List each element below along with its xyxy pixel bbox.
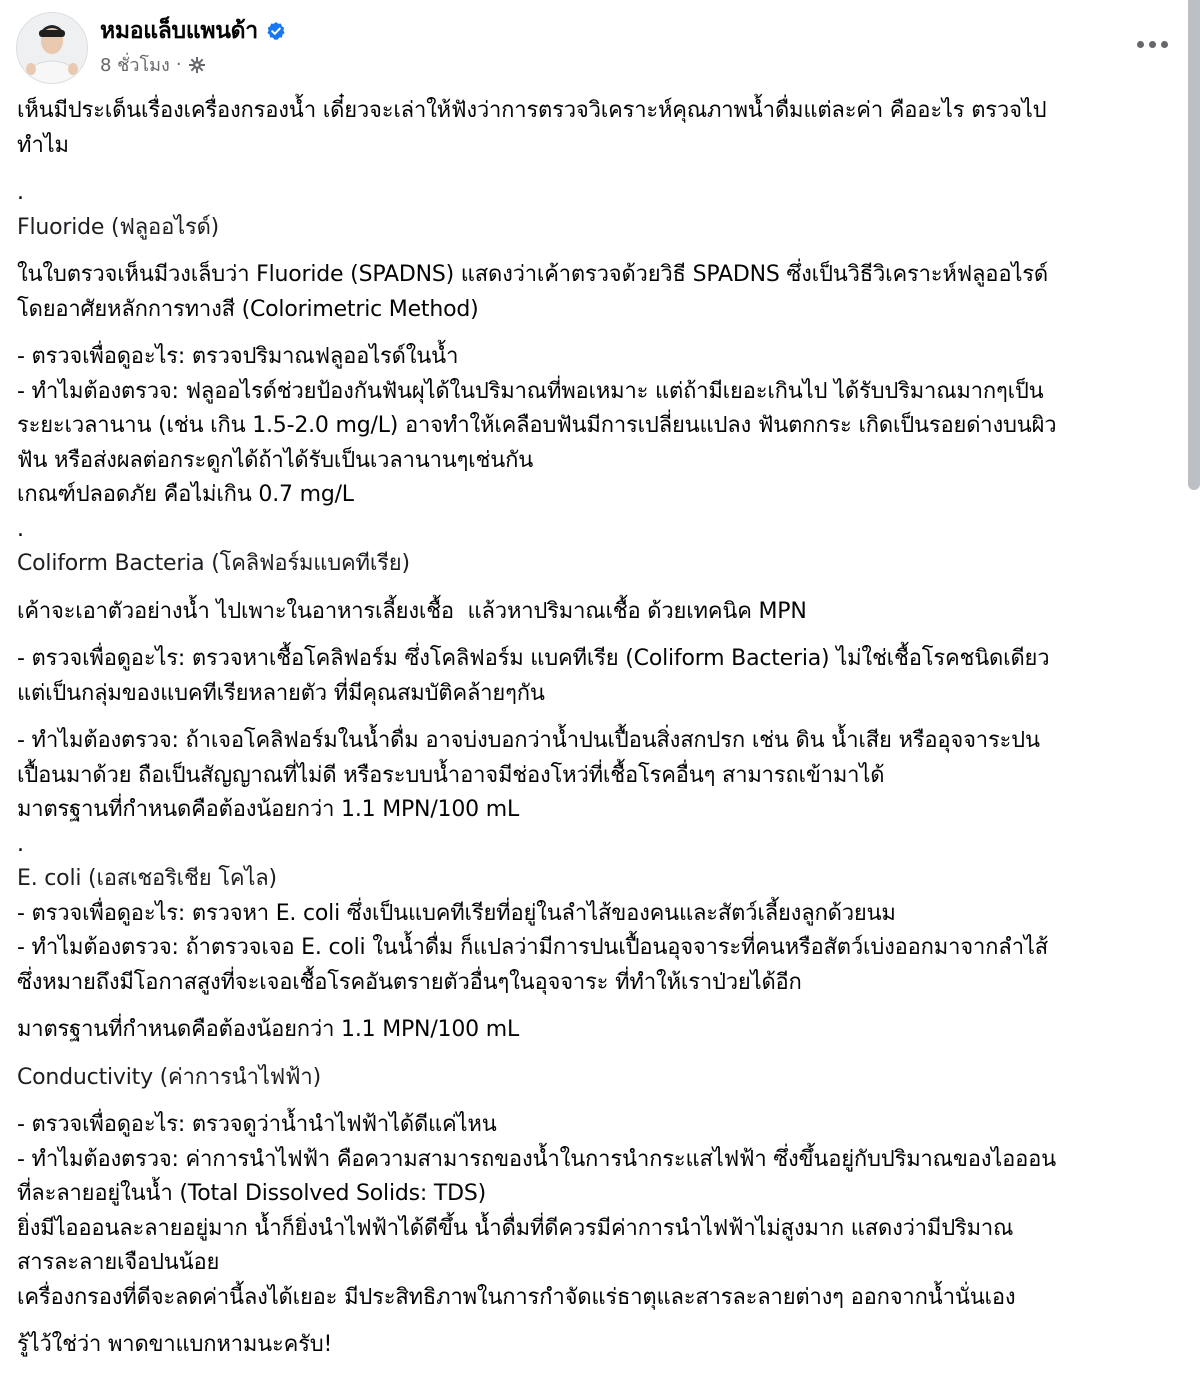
conductivity-why: ยิ่งมีไอออนละลายอยู่มาก น้ำก็ยิ่งนำไฟฟ้าได้ดีขึ้น น้ำดื่มที่ดีควรมีค่าการนำไฟฟ้าไม่สูงมาก แสดงว่ามีปริมาณ — [17, 1215, 1014, 1241]
fluoride-why: ฟัน หรือส่งผลต่อกระดูกได้ถ้าได้รับเป็นเวลานานๆเช่นกัน — [17, 447, 534, 473]
fluoride-desc: ในใบตรวจเห็นมีวงเล็บว่า Fluoride (SPADNS) แสดงว่าเค้าตรวจด้วยวิธี SPADNS ซึ่งเป็นวิธีวิเคราะห์ฟลูออไรด์ — [17, 262, 1048, 287]
fluoride-what: - ตรวจเพื่อดูอะไร: ตรวจปริมาณฟลูออไรด์ในน้ำ — [17, 344, 459, 369]
coliform-standard: มาตรฐานที่กำหนดคือต้องน้อยกว่า 1.1 MPN/100 mL — [17, 797, 519, 822]
coliform-why: เปื้อนมาด้วย ถือเป็นสัญญาณที่ไม่ดี หรือระบบน้ำอาจมีช่องโหว่ที่เชื้อโรคอื่นๆ สามารถเข้ามาได้ — [17, 762, 885, 788]
post-timestamp[interactable]: 8 ชั่วโมง — [100, 55, 170, 76]
globe-icon[interactable] — [188, 56, 206, 74]
intro-line: ทำไม — [17, 132, 69, 158]
coliform-what: - ตรวจเพื่อดูอะไร: ตรวจหาเชื้อโคลิฟอร์ม ซึ่งโคลิฟอร์ม แบคทีเรีย (Coliform Bacteria) ไม่ใช่เชื้อโรคชนิดเดียว — [17, 646, 1050, 671]
ecoli-what: - ตรวจเพื่อดูอะไร: ตรวจหา E. coli ซึ่งเป็นแบคทีเรียที่อยู่ในลำไส้ของคนและสัตว์เลี้ยงลูกด้วยนม — [17, 900, 896, 926]
fluoride-why: - ทำไมต้องตรวจ: ฟลูออไรด์ช่วยป้องกันฟันผุได้ในปริมาณที่พอเหมาะ แต่ถ้ามีเยอะเกินไป ได้รับปริมาณมากๆเป็น — [17, 378, 1044, 404]
fluoride-heading: Fluoride (ฟลูออไรด์) — [17, 214, 220, 240]
conductivity-why: เครื่องกรองที่ดีจะลดค่านี้ลงได้เยอะ มีประสิทธิภาพในการกำจัดแร่ธาตุและสารละลายต่างๆ ออกจากน้ำนั่นเอง — [17, 1284, 1016, 1310]
scrollbar-thumb[interactable] — [1188, 0, 1200, 490]
coliform-desc: เค้าจะเอาตัวอย่างน้ำ ไปเพาะในอาหารเลี้ยงเชื้อ แล้วหาปริมาณเชื้อ ด้วยเทคนิค MPN — [17, 598, 807, 624]
conductivity-what: - ตรวจเพื่อดูอะไร: ตรวจดูว่าน้ำนำไฟฟ้าได้ดีแค่ไหน — [17, 1112, 497, 1137]
post-meta — [100, 50, 286, 79]
ecoli-standard: มาตรฐานที่กำหนดคือต้องน้อยกว่า 1.1 MPN/100 mL — [17, 1017, 519, 1042]
coliform-heading: Coliform Bacteria (โคลิฟอร์มแบคทีเรีย) — [17, 551, 410, 576]
conductivity-why: ที่ละลายอยู่ในน้ำ (Total Dissolved Solids: TDS) — [17, 1181, 487, 1206]
conductivity-why: - ทำไมต้องตรวจ: ค่าการนำไฟฟ้า คือความสามารถของน้ำในการนำกระแสไฟฟ้า ซึ่งขึ้นอยู่กับปริมาณของไอออน — [17, 1146, 1056, 1172]
separator-dot: . — [17, 516, 24, 542]
coliform-what: แต่เป็นกลุ่มของแบคทีเรียหลายตัว ที่มีคุณสมบัติคล้ายๆกัน — [17, 680, 545, 706]
ecoli-why: ซึ่งหมายถึงมีโอกาสสูงที่จะเจอเชื้อโรคอันตรายตัวอื่นๆในอุจจาระ ที่ทำให้เราป่วยได้อีก — [17, 969, 802, 995]
intro-line: เห็นมีประเด็นเรื่องเครื่องกรองน้ำ เดี๋ยวจะเล่าให้ฟังว่าการตรวจวิเคราะห์คุณภาพน้ำดื่มแต่ละค่า คืออะไร ตรวจไป — [17, 98, 1047, 123]
ecoli-why: - ทำไมต้องตรวจ: ถ้าตรวจเจอ E. coli ในน้ำดื่ม ก็แปลว่ามีการปนเปื้อนอุจจาระที่คนหรือสัตว์เบ่งออกมาจากลำไส้ — [17, 935, 1048, 960]
post-header — [16, 12, 1176, 82]
more-horizontal-icon — [1137, 41, 1144, 48]
separator-dot: . — [17, 180, 24, 205]
separator-dot: . — [17, 831, 24, 857]
conductivity-why: สารละลายเจือปนน้อย — [17, 1250, 220, 1275]
meta-separator: · — [175, 54, 182, 75]
more-horizontal-icon — [1149, 41, 1156, 48]
closing-line: รู้ไว้ใช่ว่า พาดขาแบกหามนะครับ! — [17, 1332, 333, 1357]
post-body — [17, 94, 1182, 1363]
author-avatar[interactable] — [16, 12, 88, 84]
more-options-button[interactable] — [1132, 34, 1172, 54]
verified-badge-icon — [266, 21, 286, 41]
fluoride-why: ระยะเวลานาน (เช่น เกิน 1.5-2.0 mg/L) อาจทำให้เคลือบฟันมีการเปลี่ยนแปลง ฟันตกกระ เกิดเป็นรอยด่างบนผิว — [17, 413, 1057, 438]
fluoride-standard: เกณฑ์ปลอดภัย คือไม่เกิน 0.7 mg/L — [17, 482, 354, 507]
ecoli-heading: E. coli (เอสเชอริเชีย โคไล) — [17, 866, 277, 891]
avatar-image — [17, 13, 87, 83]
coliform-why: - ทำไมต้องตรวจ: ถ้าเจอโคลิฟอร์มในน้ำดื่ม อาจบ่งบอกว่าน้ำปนเปื้อนสิ่งสกปรก เช่น ดิน น้ำเสีย หรืออุจจาระปน — [17, 728, 1040, 753]
fluoride-desc: โดยอาศัยหลักการทางสี (Colorimetric Method) — [17, 296, 479, 322]
scrollbar-track[interactable] — [1186, 0, 1200, 1380]
conductivity-heading: Conductivity (ค่าการนำไฟฟ้า) — [17, 1064, 321, 1090]
more-horizontal-icon — [1161, 41, 1168, 48]
author-name[interactable]: หมอแล็บแพนด้า — [100, 18, 258, 44]
author-line — [100, 14, 286, 48]
author-block — [100, 14, 286, 79]
